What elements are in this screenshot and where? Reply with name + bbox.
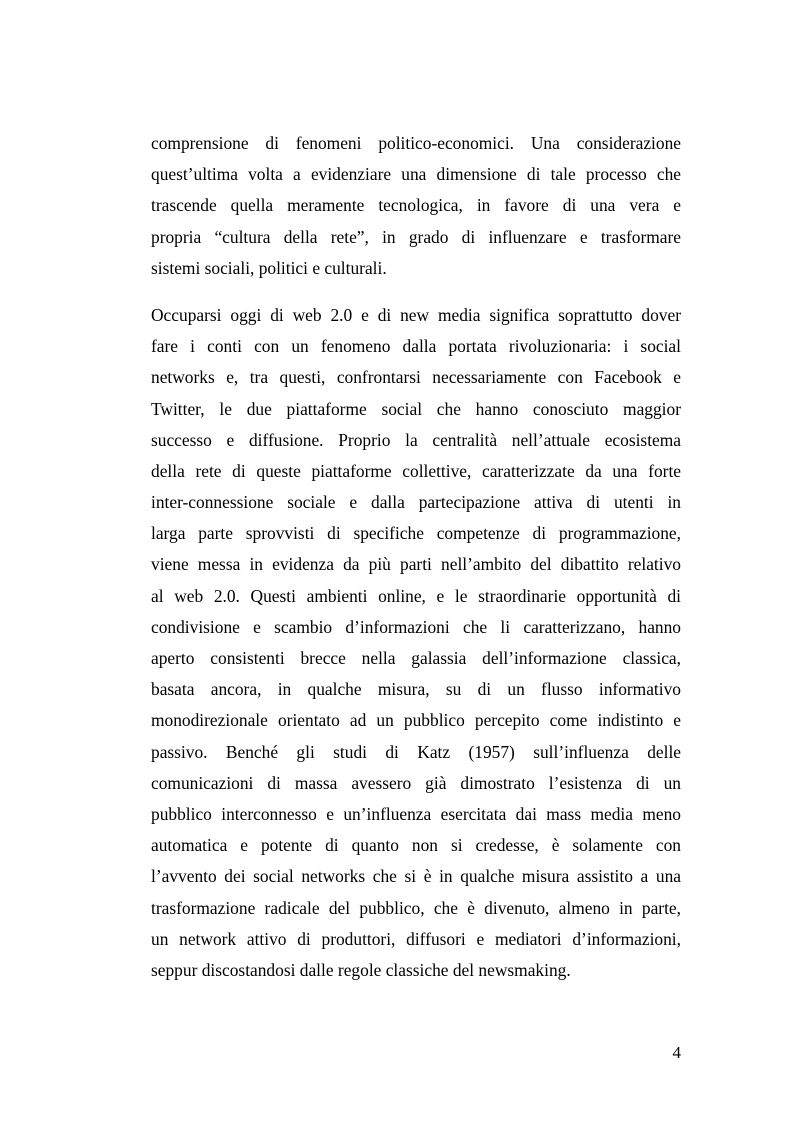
paragraph-2 bbox=[151, 300, 681, 986]
text-line: passivo. Benché gli studi di Katz (1957) sull’influenza delle bbox=[151, 741, 681, 762]
text-line: un network attivo di produttori, diffusori e mediatori d’informazioni, bbox=[151, 928, 681, 949]
text-line: inter-connessione sociale e dalla partecipazione attiva di utenti in bbox=[151, 492, 681, 513]
text-line: sistemi sociali, politici e culturali. bbox=[151, 257, 387, 278]
paragraph-spacer bbox=[151, 284, 681, 300]
text-line: al web 2.0. Questi ambienti online, e le straordinarie opportunità di bbox=[151, 585, 681, 606]
page-number: 4 bbox=[672, 1043, 681, 1062]
text-line: trascende quella meramente tecnologica, in favore di una vera e bbox=[151, 195, 681, 216]
text-line: aperto consistenti brecce nella galassia dell’informazione classica, bbox=[151, 648, 681, 668]
text-line: comunicazioni di massa avessero già dimostrato l’esistenza di un bbox=[151, 772, 681, 793]
text-line: pubblico interconnesso e un’influenza esercitata dai mass media meno bbox=[151, 803, 681, 824]
text-line: monodirezionale orientato ad un pubblico percepito come indistinto e bbox=[151, 710, 681, 731]
text-line: seppur discostandosi dalle regole classiche del newsmaking. bbox=[151, 959, 571, 980]
text-line: automatica e potente di quanto non si credesse, è solamente con bbox=[151, 835, 681, 856]
text-line: trasformazione radicale del pubblico, che è divenuto, almeno in parte, bbox=[151, 897, 681, 918]
text-line: quest’ultima volta a evidenziare una dimensione di tale processo che bbox=[151, 164, 681, 185]
text-line: networks e, tra questi, confrontarsi necessariamente con Facebook e bbox=[151, 367, 681, 388]
text-line: larga parte sprovvisti di specifiche competenze di programmazione, bbox=[151, 523, 681, 544]
text-line: condivisione e scambio d’informazioni che li caratterizzano, hanno bbox=[151, 616, 681, 637]
text-line: propria “cultura della rete”, in grado di influenzare e trasformare bbox=[151, 226, 681, 247]
text-line: della rete di queste piattaforme collettive, caratterizzate da una forte bbox=[151, 460, 681, 481]
text-line: basata ancora, in qualche misura, su di un flusso informativo bbox=[151, 679, 681, 700]
text-line: successo e diffusione. Proprio la centralità nell’attuale ecosistema bbox=[151, 429, 681, 450]
text-line: comprensione di fenomeni politico-economici. Una considerazione bbox=[151, 133, 681, 153]
text-line: l’avvento dei social networks che si è in qualche misura assistito a una bbox=[151, 866, 681, 887]
text-line: Twitter, le due piattaforme social che hanno conosciuto maggior bbox=[151, 398, 681, 419]
body-text bbox=[151, 128, 681, 986]
paragraph-1 bbox=[151, 128, 681, 284]
text-line: viene messa in evidenza da più parti nell’ambito del dibattito relativo bbox=[151, 554, 681, 575]
text-line: fare i conti con un fenomeno dalla portata rivoluzionaria: i social bbox=[151, 336, 681, 357]
text-line: Occuparsi oggi di web 2.0 e di new media significa soprattutto dover bbox=[151, 304, 681, 325]
